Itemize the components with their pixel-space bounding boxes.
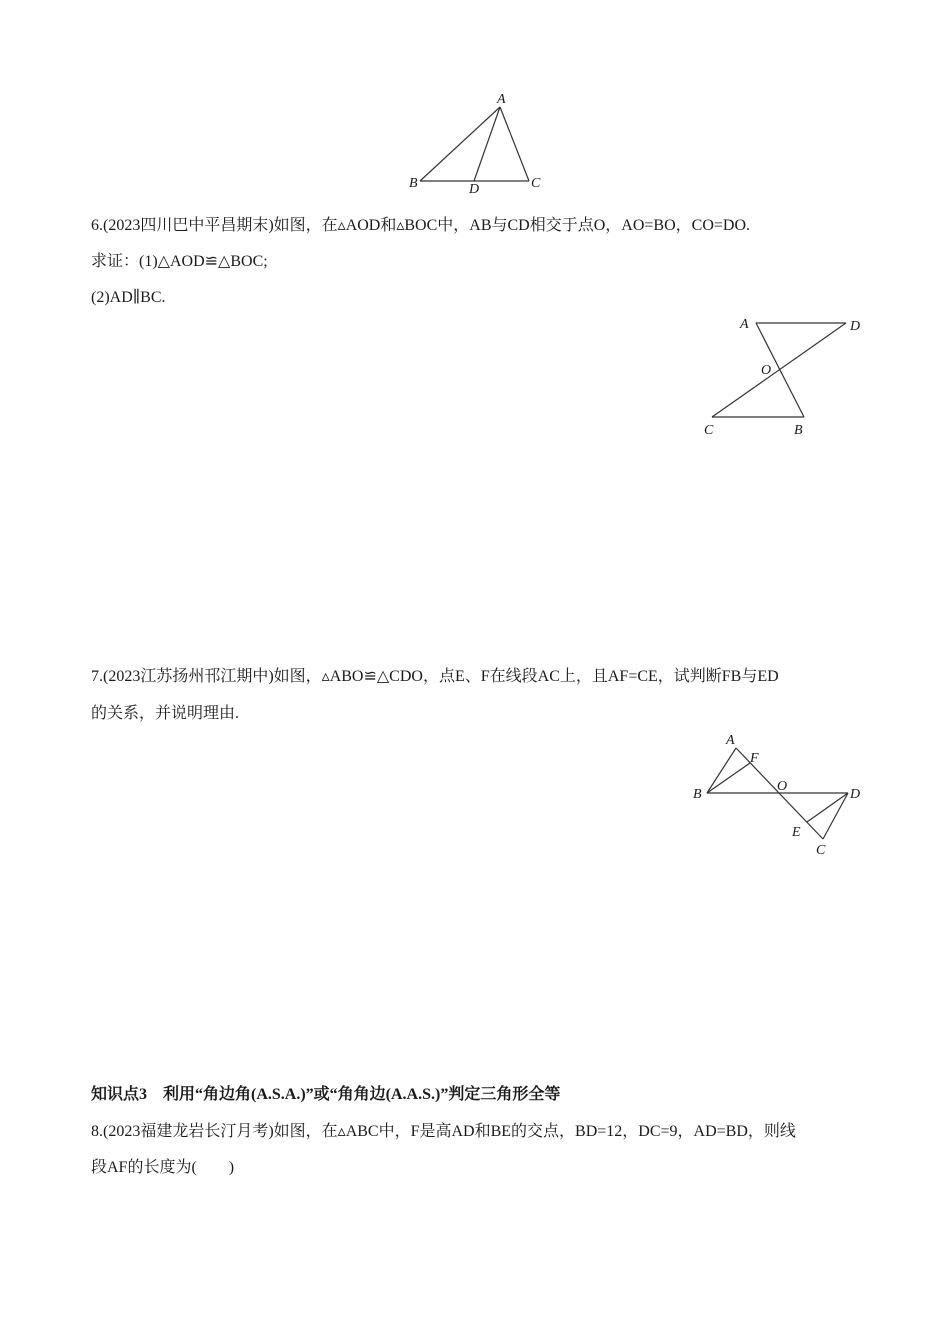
q7-line2: 的关系，并说明理由. bbox=[91, 705, 240, 722]
segment-ab bbox=[420, 107, 500, 181]
label-o: O bbox=[761, 363, 772, 378]
label-o: O bbox=[777, 779, 788, 794]
figure-abo-cdo bbox=[685, 730, 870, 860]
q6-line3: (2)AD∥BC. bbox=[91, 289, 166, 306]
segment-bf bbox=[707, 763, 750, 793]
label-c: C bbox=[816, 843, 826, 858]
figure-aod-boc bbox=[700, 310, 870, 440]
q8-line1: 8.(2023福建龙岩长汀月考)如图，在▵ABC中，F是高AD和BE的交点，BD=12，DC=9，AD=BD，则线 bbox=[91, 1123, 796, 1140]
label-b: B bbox=[693, 787, 702, 802]
label-a: A bbox=[497, 92, 506, 107]
segment-cd bbox=[712, 323, 846, 417]
segment-ad bbox=[474, 107, 500, 181]
label-e: E bbox=[792, 825, 801, 840]
label-d: D bbox=[850, 787, 861, 802]
segment-ac bbox=[500, 107, 529, 181]
label-d: D bbox=[469, 182, 480, 197]
q6-line2: 求证：(1)△AOD≌△BOC; bbox=[91, 253, 268, 270]
figure-triangle-abc bbox=[400, 90, 560, 200]
segment-dc bbox=[823, 793, 848, 839]
q8-line2: 段AF的长度为( ) bbox=[91, 1159, 235, 1176]
label-f: F bbox=[750, 751, 759, 766]
segment-de bbox=[807, 793, 848, 822]
label-b: B bbox=[794, 423, 803, 438]
segment-ab bbox=[707, 748, 736, 793]
q7-line1: 7.(2023江苏扬州邗江期中)如图，▵ABO≌△CDO，点E、F在线段AC上，且AF=CE，试判断FB与ED bbox=[91, 668, 779, 685]
section-heading: 知识点3 利用“角边角(A.S.A.)”或“角角边(A.A.S.)”判定三角形全等 bbox=[91, 1086, 561, 1103]
label-b: B bbox=[409, 176, 418, 191]
label-d: D bbox=[850, 319, 861, 334]
label-c: C bbox=[704, 423, 714, 438]
label-c: C bbox=[531, 176, 541, 191]
label-a: A bbox=[740, 317, 749, 332]
label-a: A bbox=[726, 733, 735, 748]
q6-line1: 6.(2023四川巴中平昌期末)如图，在▵AOD和▵BOC中，AB与CD相交于点O，AO=BO，CO=DO. bbox=[91, 217, 751, 234]
